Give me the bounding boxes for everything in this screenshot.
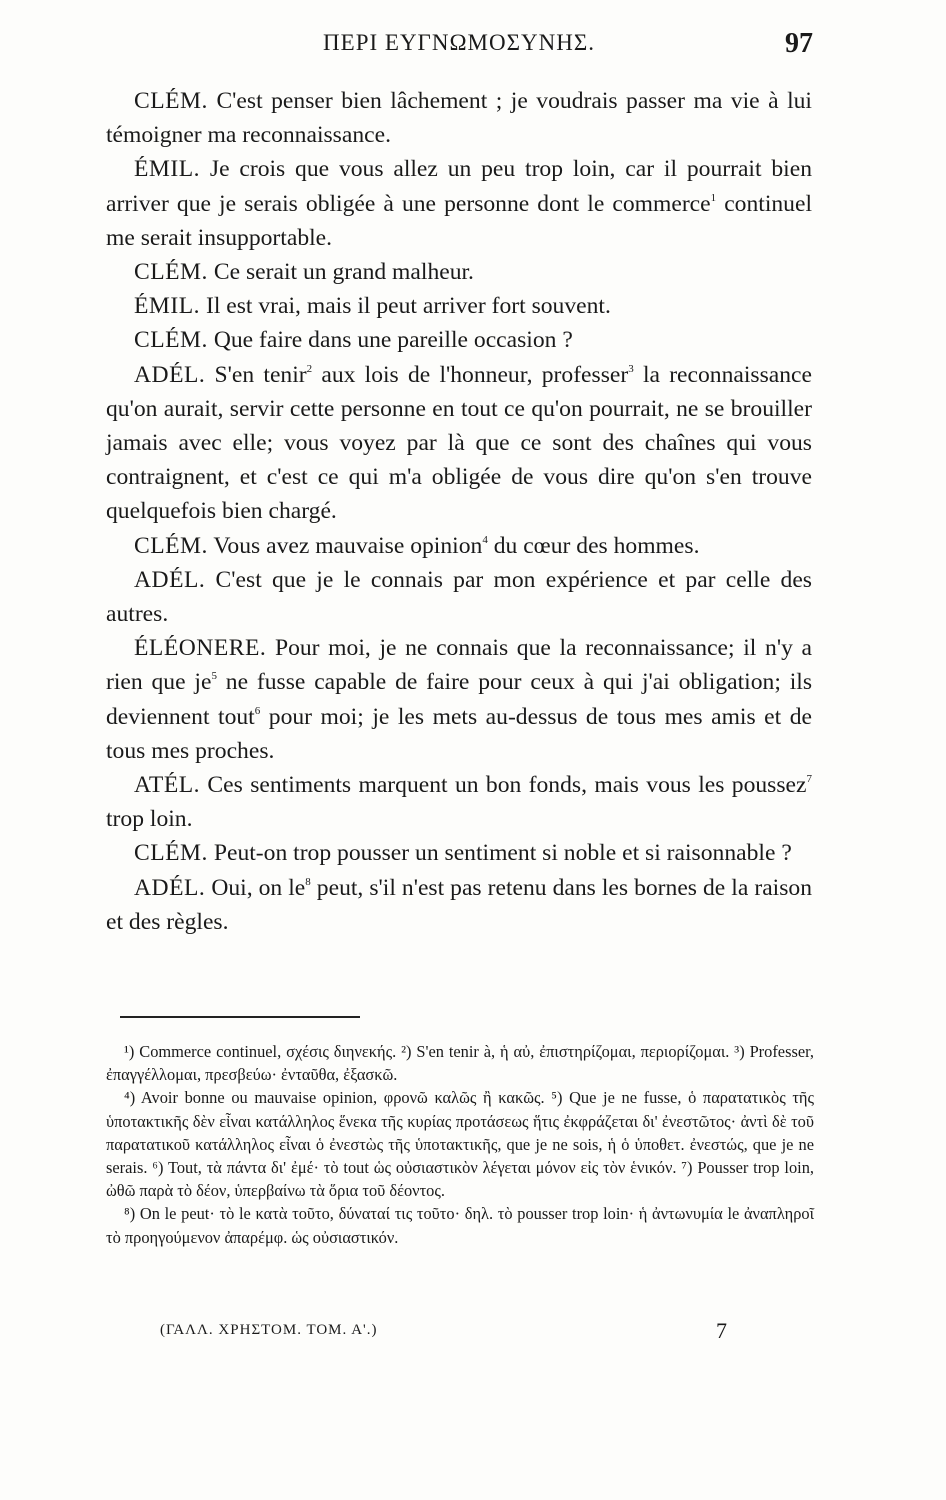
footnote-marker: 4	[482, 533, 488, 546]
footnote	[106, 1086, 814, 1202]
dialogue-paragraph	[106, 563, 812, 631]
dialogue-paragraph	[106, 358, 812, 529]
footnote-marker: 7	[806, 773, 812, 786]
footnote	[106, 1040, 814, 1086]
dialogue-text: Vous avez mauvaise opinion	[207, 532, 483, 559]
speaker-name: CLÉM.	[134, 327, 208, 354]
dialogue-text: continuel me serait insupportable.	[106, 190, 812, 251]
speaker-name: ÉLÉONERE.	[134, 635, 267, 662]
dialogue-text: la reconnaissance qu'on aurait, servir cette personne en tout ce qu'on pourrait, ne se brouiller jamais avec elle; vous voyez par là que ce sont des chaînes qui vous contraignent, et c'est ce qui m'a obligée de vous dire qu'on s'en trouve quelquefois bien chargé.	[106, 361, 812, 525]
dialogue-text: Peut-on trop pousser un sentiment si noble et si raisonnable ?	[207, 840, 792, 867]
dialogue-paragraph	[106, 871, 812, 939]
page-header	[105, 30, 813, 64]
footnote-text: ⁴) Avoir bonne ou mauvaise opinion, φρονῶ καλῶς ἢ κακῶς. ⁵) Que je ne fusse, ὁ παρατατικὸς τῆς ὑποτακτικῆς δὲν εἶναι κατάλληλος ἕνεκα τῆς κυρίας προτάσεως ἥτις ἐκφράζεται δι' ἐνεστῶτος· ἀντὶ δὲ τοῦ παρατατικοῦ κατάλληλος εἶναι ὁ ἐνεστὼς τῆς ὑποτακτικῆς, que je ne sois, ἡ ὁ ὑποθετ. ἐνεστώς, que je ne serais. ⁶) Tout, τὰ πάντα δι' ἐμέ· τὸ tout ὡς οὐσιαστικὸν λέγεται μόνον εἰς τὸν ἑνικόν. ⁷) Pousser trop loin, ὠθῶ παρὰ τὸ δέον, ὑπερβαίνω τὰ ὅρια τοῦ δέοντος.	[106, 1088, 814, 1201]
speaker-name: CLÉM.	[134, 88, 208, 114]
dialogue-paragraph	[106, 323, 812, 357]
dialogue-paragraph	[106, 768, 812, 836]
dialogue-text: Que faire dans une pareille occasion ?	[207, 327, 573, 354]
dialogue-text: C'est que je le connais par mon expérience et par celle des autres.	[106, 566, 812, 628]
dialogue-paragraph	[106, 255, 812, 289]
dialogue-paragraph	[106, 631, 812, 768]
footnote-marker: 2	[306, 362, 313, 375]
signature-number: 7	[716, 1318, 727, 1343]
dialogue-text: C'est penser bien lâchement ; je voudrais passer ma vie à lui témoigner ma reconnaissance.	[106, 88, 812, 149]
dialogue-paragraph	[106, 836, 812, 870]
dialogue-text: aux lois de l'honneur, professer	[312, 361, 629, 388]
dialogue-text: Ces sentiments marquent un bon fonds, mais vous les poussez	[200, 772, 807, 799]
dialogue-text: Ce serait un grand malheur.	[207, 259, 474, 286]
dialogue-text: Oui, on le	[205, 874, 306, 901]
footnote-rule	[120, 1016, 360, 1018]
speaker-name: CLÉM.	[134, 259, 208, 286]
dialogue-text: S'en tenir	[205, 361, 307, 388]
dialogue-text: pour moi; je les mets au-dessus de tous mes amis et de tous mes proches.	[106, 703, 812, 764]
dialogue-text: ne fusse capable de faire pour ceux à qui j'ai obligation; ils deviennent tout	[106, 669, 812, 730]
footnotes	[106, 1040, 814, 1249]
speaker-name: ADÉL.	[134, 361, 206, 388]
dialogue-paragraph	[106, 289, 812, 323]
dialogue-text: peut, s'il n'est pas retenu dans les bornes de la raison et des règles.	[106, 874, 812, 935]
footnote-marker: 5	[211, 670, 217, 683]
speaker-name: ADÉL.	[134, 874, 206, 901]
footnote-text: ⁸) On le peut· τὸ le κατὰ τοῦτο, δύναταί τις τοῦτο· δηλ. τὸ pousser trop loin· ἡ ἀντωνυμία le ἀναπληροῖ τὸ προηγούμενον ἀπαρέμφ. ὡς οὐσιαστικόν.	[106, 1204, 814, 1247]
dialogue-paragraph	[106, 84, 812, 152]
dialogue-text: Il est vrai, mais il peut arriver fort souvent.	[200, 293, 611, 320]
dialogue-paragraph	[106, 152, 812, 255]
dialogue-text: Pour moi, je ne connais que la reconnaissance; il n'y a rien que je	[106, 635, 812, 696]
footnote-marker: 8	[305, 875, 311, 888]
footnote-marker: 1	[710, 191, 717, 204]
speaker-name: ÉMIL.	[134, 156, 201, 183]
dialogue-text: du cœur des hommes.	[487, 532, 700, 559]
footnote-marker: 6	[254, 704, 261, 717]
running-title: ΠΕΡΙ ΕΥΓΝΩΜΟΣΥΝΗΣ.	[323, 30, 595, 55]
footnote	[106, 1202, 814, 1248]
footnote-text: ¹) Commerce continuel, σχέσις διηνεκής. ²) S'en tenir à, ἡ αὐ, ἐπιστηρίζομαι, περιορίζομαι. ³) Professer, ἐπαγγέλλομαι, πρεσβεύω· ἐνταῦθα, ἐξασκῶ.	[106, 1042, 814, 1085]
page-number: 97	[785, 28, 813, 59]
speaker-name: CLÉM.	[134, 532, 208, 559]
speaker-name: CLÉM.	[134, 840, 208, 867]
dialogue-text: Je crois que vous allez un peu trop loin, car il pourrait bien arriver que je serais obligée à une personne dont le commerce	[106, 156, 812, 217]
printer-signature: (ΓΑΛΛ. ΧΡΗΣΤΟΜ. ΤΟΜ. Α'.)	[160, 1322, 378, 1338]
speaker-name: ADÉL.	[134, 566, 206, 593]
footnote-marker: 3	[628, 362, 634, 375]
speaker-name: ATÉL.	[134, 772, 201, 799]
speaker-name: ÉMIL.	[134, 293, 201, 320]
dialogue-text: trop loin.	[106, 806, 193, 833]
dialogue-body	[106, 84, 812, 939]
dialogue-paragraph	[106, 529, 812, 563]
